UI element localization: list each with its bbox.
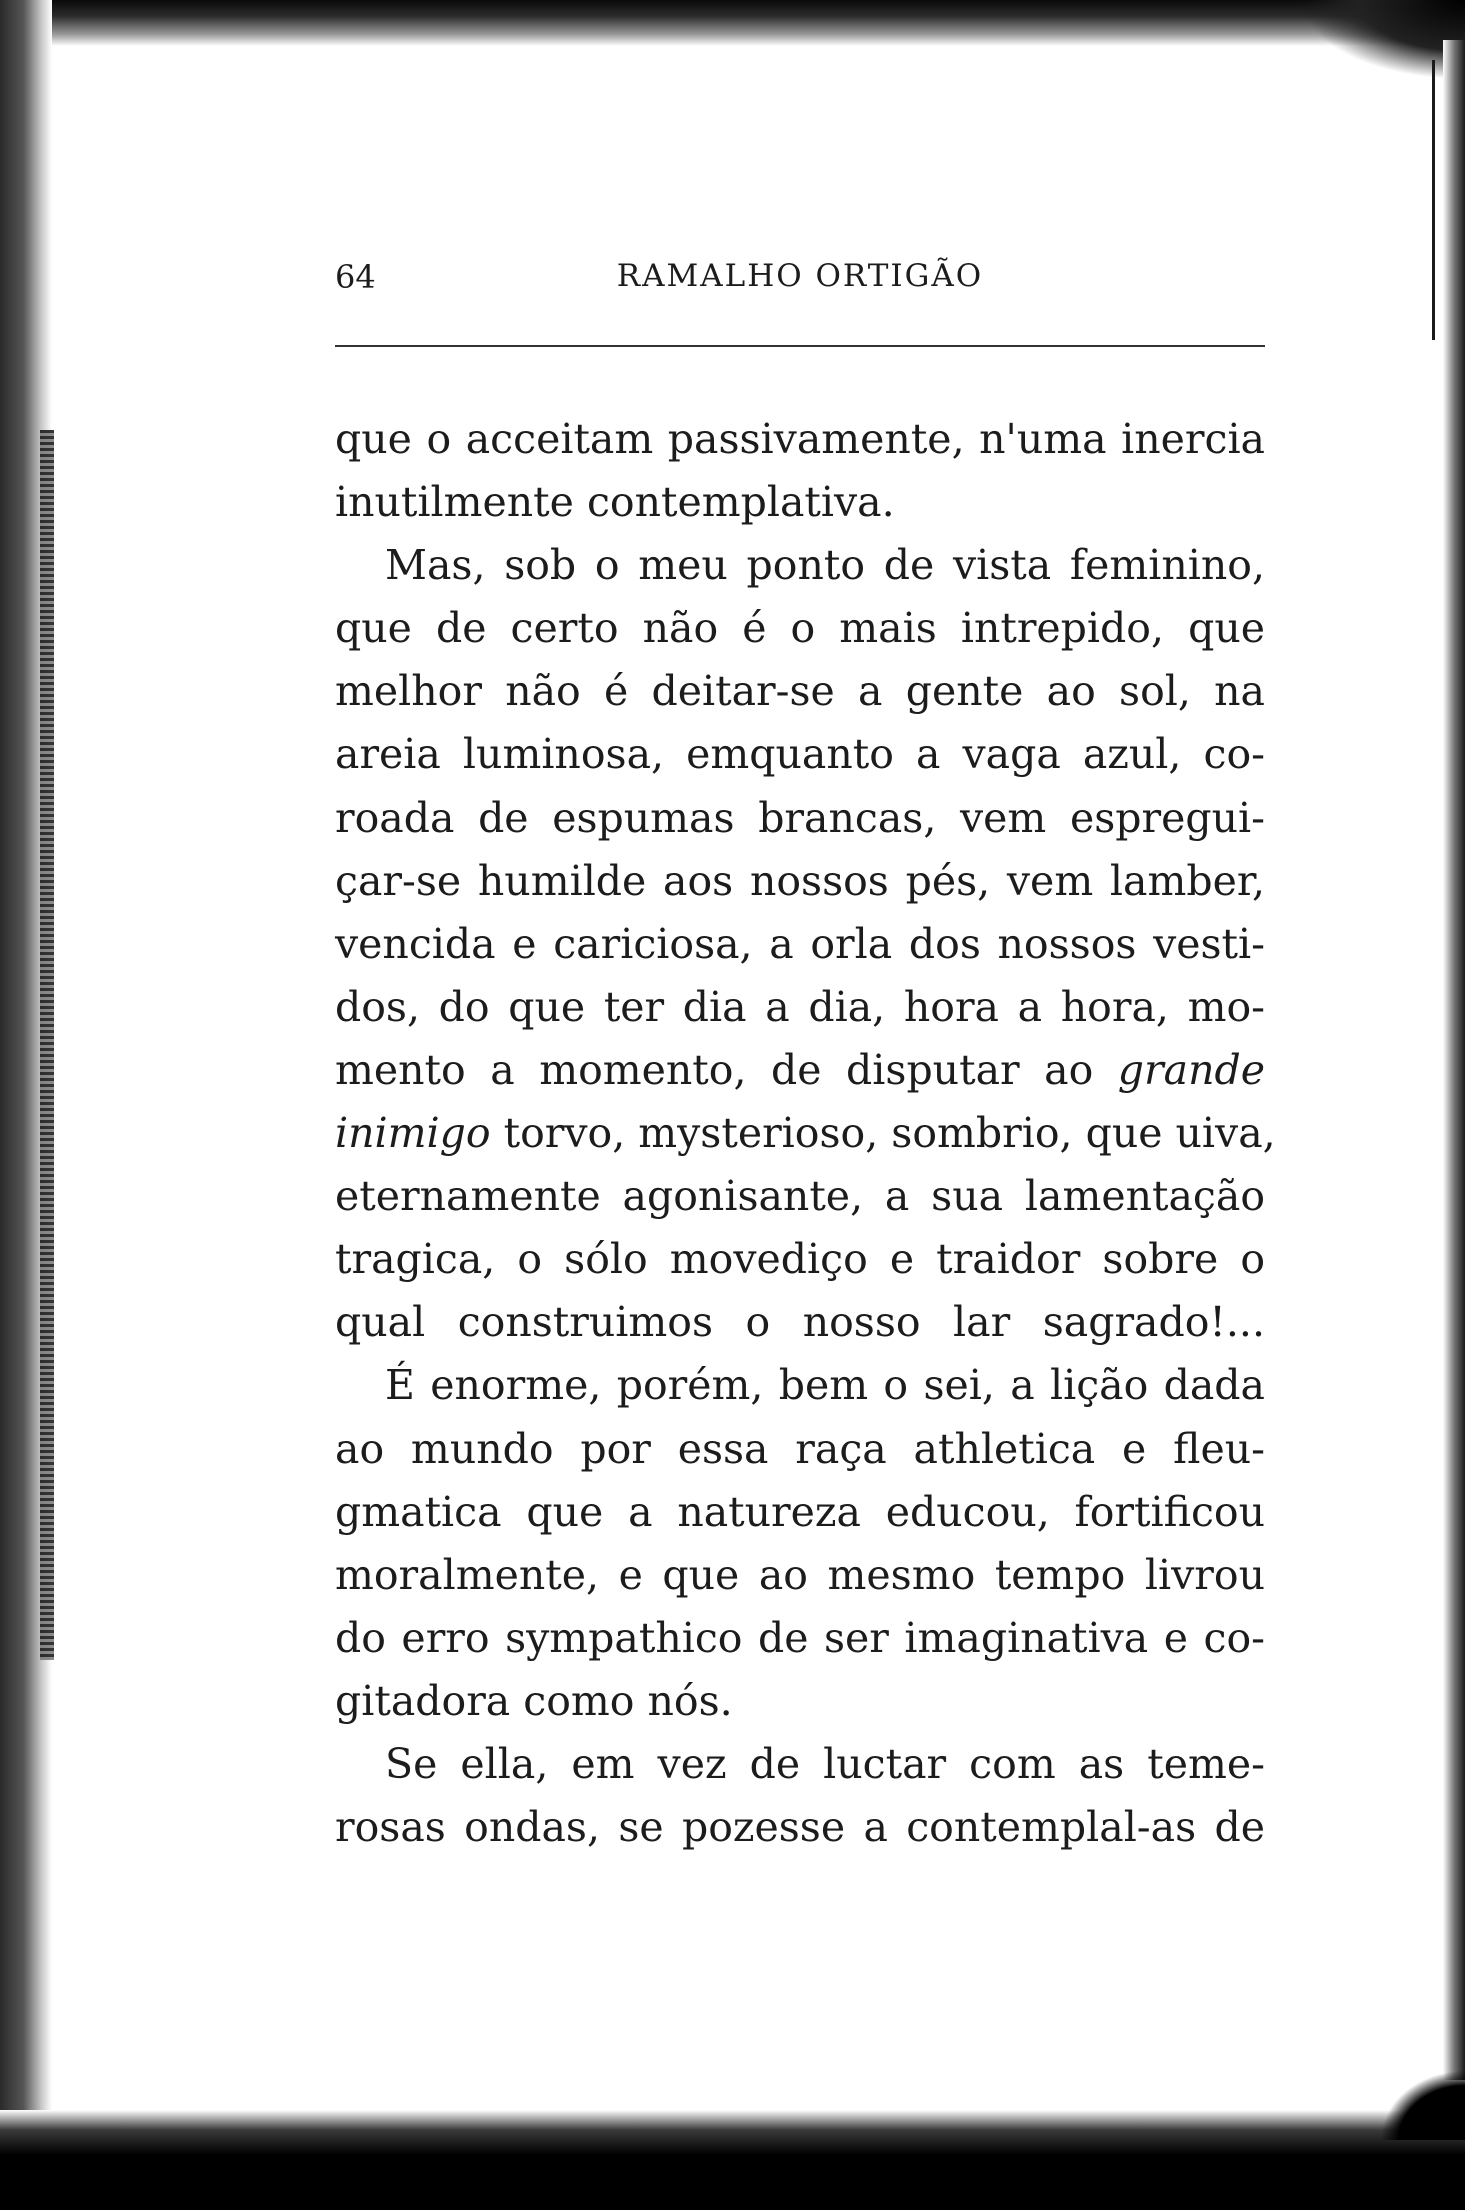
text-line: dos, do que ter dia a dia, hora a hora, mo- — [335, 982, 1265, 1031]
italic-text: inimigo — [335, 1109, 491, 1158]
text-line: que o acceitam passivamente, n'uma inercia — [335, 415, 1265, 463]
text-span: mento a momento, de disputar ao — [335, 1045, 1118, 1094]
text-line: Se ella, em vez de luctar com as teme- — [385, 1739, 1265, 1788]
text-line: inutilmente contemplativa. — [335, 478, 895, 527]
scan-binding-edge — [40, 430, 54, 1660]
text-line: vencida e cariciosa, a orla dos nossos vesti- — [335, 919, 1265, 968]
italic-text: grande — [1117, 1045, 1265, 1094]
text-line: çar-se humilde aos nossos pés, vem lamber, — [335, 856, 1265, 905]
body-text — [335, 408, 1276, 1859]
page-number: 64 — [335, 258, 376, 296]
text-line: gmatica que a natureza educou, fortificou — [335, 1487, 1265, 1536]
text-line: eternamente agonisante, a sua lamentação — [335, 1172, 1265, 1221]
scan-bottom-corner — [1380, 2070, 1465, 2140]
running-head — [335, 240, 1265, 300]
scan-right-edge — [1443, 40, 1465, 2080]
text-line: que de certo não é o mais intrepido, que — [335, 604, 1265, 653]
header-rule — [335, 345, 1265, 347]
text-line: Mas, sob o meu ponto de vista feminino, — [385, 541, 1265, 590]
text-line: tragica, o sólo movediço e traidor sobre o — [335, 1235, 1265, 1284]
text-line: melhor não é deitar-se a gente ao sol, na — [335, 667, 1265, 716]
scan-bottom-edge — [0, 2110, 1465, 2210]
text-line: ao mundo por essa raça athletica e fleu- — [335, 1424, 1265, 1473]
text-line: do erro sympathico de ser imaginativa e co- — [335, 1613, 1265, 1662]
text-line: roada de espumas brancas, vem espregui- — [335, 793, 1265, 842]
running-title: RAMALHO ORTIGÃO — [616, 258, 984, 294]
scan-top-corner — [1300, 0, 1465, 80]
text-line — [335, 1039, 1265, 1102]
book-page — [335, 240, 1276, 1852]
text-line: rosas ondas, se pozesse a contemplal-as de — [335, 1803, 1265, 1852]
text-line: qual construimos o nosso lar sagrado!... — [335, 1298, 1265, 1347]
scan-right-page-edge — [1432, 60, 1435, 340]
text-line: gitadora como nós. — [335, 1676, 733, 1725]
text-line — [335, 1102, 1276, 1165]
text-line: areia luminosa, emquanto a vaga azul, co- — [335, 730, 1265, 779]
text-span: torvo, mysterioso, sombrio, que uiva, — [490, 1109, 1276, 1158]
text-line: moralmente, e que ao mesmo tempo livrou — [335, 1550, 1265, 1599]
scan-top-edge — [0, 0, 1465, 46]
text-line: É enorme, porém, bem o sei, a lição dada — [385, 1361, 1265, 1410]
